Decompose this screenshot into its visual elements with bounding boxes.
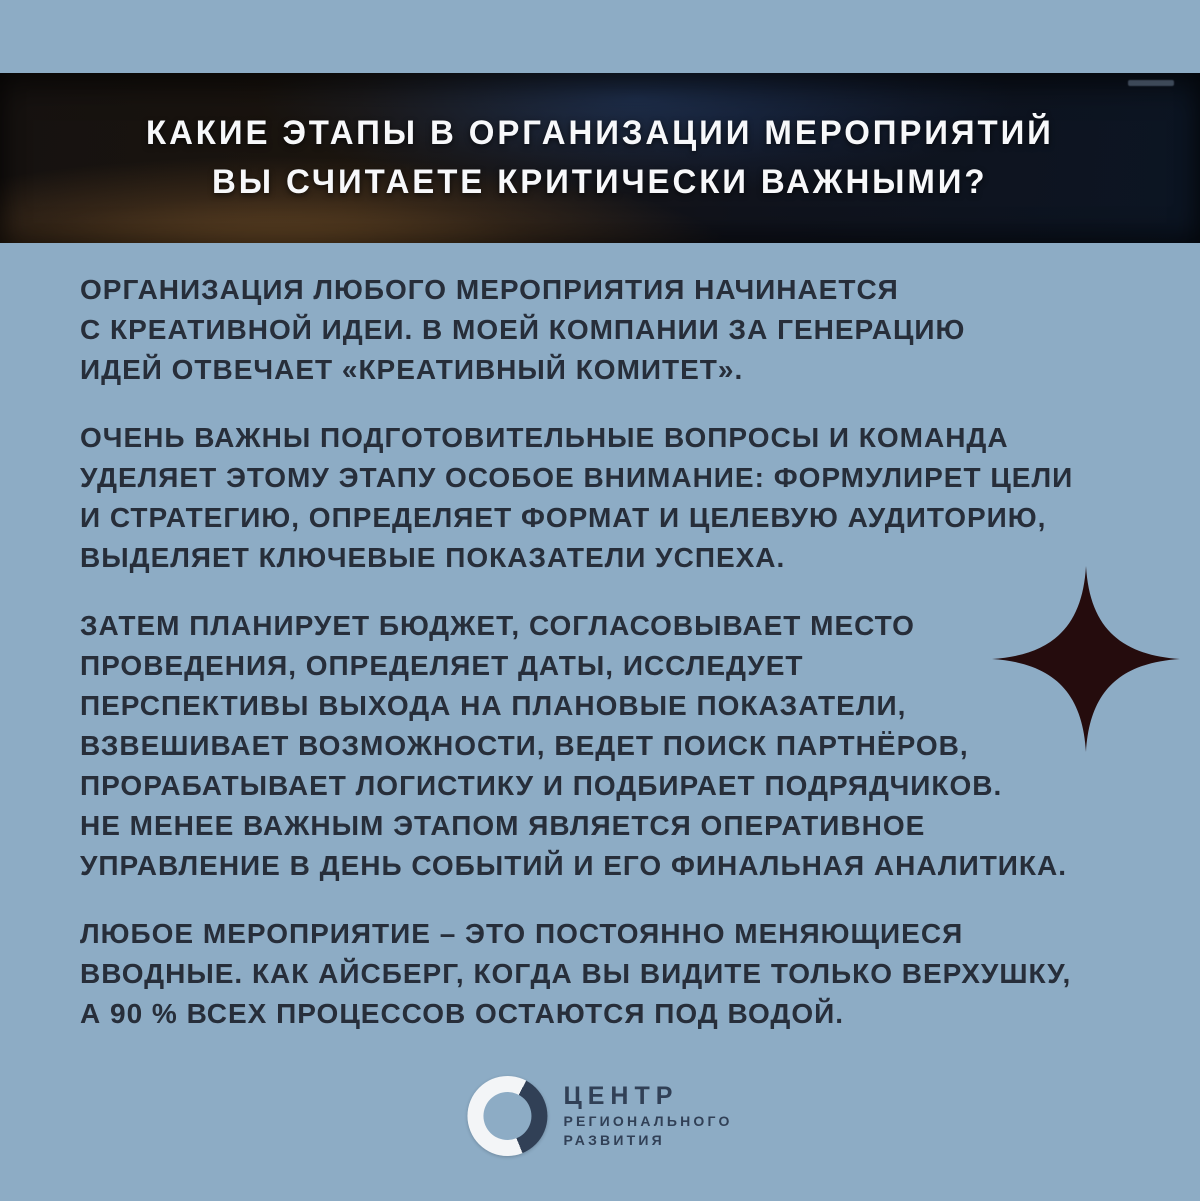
paragraph-line: ПРОВЕДЕНИЯ, ОПРЕДЕЛЯЕТ ДАТЫ, ИССЛЕДУЕТ [80,650,804,681]
paragraph-line: УПРАВЛЕНИЕ В ДЕНЬ СОБЫТИЙ И ЕГО ФИНАЛЬНАЯ АНАЛИТИКА. [80,850,1068,881]
paragraph [80,418,1073,578]
paragraph-line: ПЕРСПЕКТИВЫ ВЫХОДА НА ПЛАНОВЫЕ ПОКАЗАТЕЛИ, [80,690,907,721]
paragraph-line: УДЕЛЯЕТ ЭТОМУ ЭТАПУ ОСОБОЕ ВНИМАНИЕ: ФОРМУЛИРЕТ ЦЕЛИ [80,462,1074,493]
article-text [80,270,1073,1034]
logo-subtitle-line-2: РАЗВИТИЯ [563,1131,665,1148]
paragraph-line: ВЗВЕШИВАЕТ ВОЗМОЖНОСТИ, ВЕДЕТ ПОИСК ПАРТНЁРОВ, [80,730,969,761]
paragraph-line: ВВОДНЫЕ. КАК АЙСБЕРГ, КОГДА ВЫ ВИДИТЕ ТОЛЬКО ВЕРХУШКУ, [80,958,1072,989]
page-title-line-1: КАКИЕ ЭТАПЫ В ОРГАНИЗАЦИИ МЕРОПРИЯТИЙ [146,114,1054,152]
paragraph-line: ОЧЕНЬ ВАЖНЫ ПОДГОТОВИТЕЛЬНЫЕ ВОПРОСЫ И КОМАНДА [80,422,1009,453]
paragraph-line: ЛЮБОЕ МЕРОПРИЯТИЕ – ЭТО ПОСТОЯННО МЕНЯЮЩИЕСЯ [80,918,964,949]
paragraph-line: ПРОРАБАТЫВАЕТ ЛОГИСТИКУ И ПОДБИРАЕТ ПОДРЯДЧИКОВ. [80,770,1003,801]
paragraph-line: А 90 % ВСЕХ ПРОЦЕССОВ ОСТАЮТСЯ ПОД ВОДОЙ. [80,998,845,1029]
logo [467,1076,732,1156]
paragraph [80,270,1073,390]
logo-subtitle-line-1: РЕГИОНАЛЬНОГО [563,1112,733,1129]
page-title-line-2: ВЫ СЧИТАЕТЕ КРИТИЧЕСКИ ВАЖНЫМИ? [212,163,988,201]
paragraph [80,914,1073,1034]
paragraph-line: И СТРАТЕГИЮ, ОПРЕДЕЛЯЕТ ФОРМАТ И ЦЕЛЕВУЮ АУДИТОРИЮ, [80,502,1047,533]
title-banner [0,73,1200,243]
paragraph-line: ОРГАНИЗАЦИЯ ЛЮБОГО МЕРОПРИЯТИЯ НАЧИНАЕТСЯ [80,274,899,305]
paragraph-line: ВЫДЕЛЯЕТ КЛЮЧЕВЫЕ ПОКАЗАТЕЛИ УСПЕХА. [80,542,786,573]
paragraph-line: ЗАТЕМ ПЛАНИРУЕТ БЮДЖЕТ, СОГЛАСОВЫВАЕТ МЕСТО [80,610,915,641]
paragraph-line: С КРЕАТИВНОЙ ИДЕИ. В МОЕЙ КОМПАНИИ ЗА ГЕНЕРАЦИЮ [80,314,966,345]
logo-name: ЦЕНТР [563,1081,679,1110]
watermark [1128,80,1174,86]
paragraph-line: НЕ МЕНЕЕ ВАЖНЫМ ЭТАПОМ ЯВЛЯЕТСЯ ОПЕРАТИВНОЕ [80,810,926,841]
paragraph-line: ИДЕЙ ОТВЕЧАЕТ «КРЕАТИВНЫЙ КОМИТЕТ». [80,354,744,385]
paragraph [80,606,1073,886]
logo-ring-icon [467,1076,547,1156]
logo-text [563,1083,732,1150]
sparkle-icon [990,564,1182,754]
